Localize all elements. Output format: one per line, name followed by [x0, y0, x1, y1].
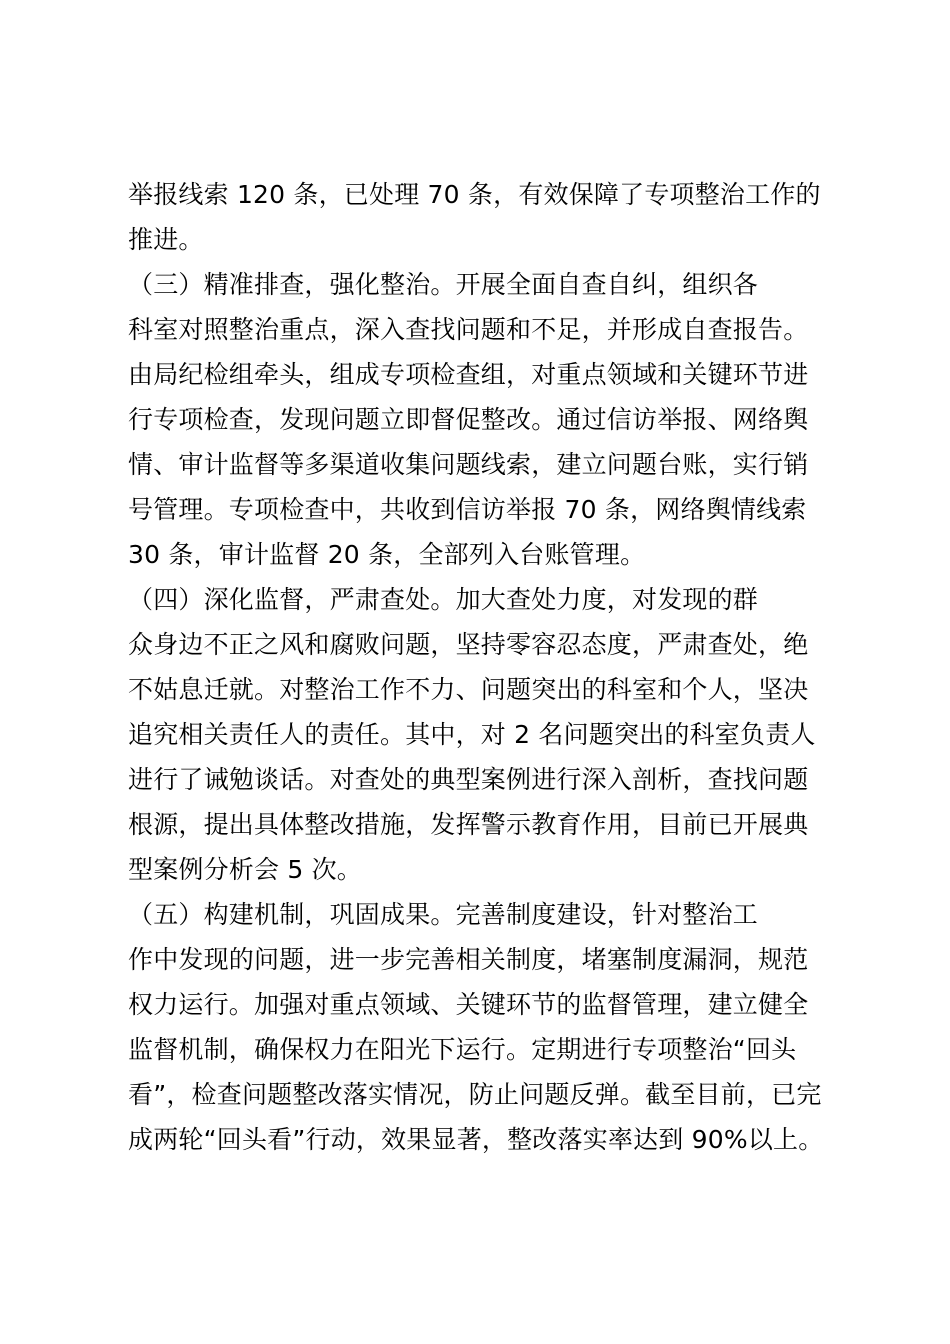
text-line: 成两轮“回头看”行动，效果显著，整改落实率达到 90%以上。	[128, 1125, 824, 1154]
text-line: 监督机制，确保权力在阳光下运行。定期进行专项整治“回头	[128, 1035, 797, 1064]
text-line: 行专项检查，发现问题立即督促整改。通过信访举报、网络舆	[128, 405, 809, 434]
text-line: 科室对照整治重点，深入查找问题和不足，并形成自查报告。	[128, 315, 809, 344]
text-line: 众身边不正之风和腐败问题，坚持零容忍态度，严肃查处，绝	[128, 630, 809, 659]
document-body	[128, 172, 834, 1162]
text-line: 由局纪检组牵头，组成专项检查组，对重点领域和关键环节进	[128, 360, 809, 389]
text-line: 进行了诫勉谈话。对查处的典型案例进行深入剖析，查找问题	[128, 765, 809, 794]
text-line: 号管理。专项检查中，共收到信访举报 70 条，网络舆情线索	[128, 495, 807, 524]
text-line: 根源，提出具体整改措施，发挥警示教育作用，目前已开展典	[128, 810, 809, 839]
text-line: 情、审计监督等多渠道收集问题线索，建立问题台账，实行销	[128, 450, 809, 479]
text-line: 权力运行。加强对重点领域、关键环节的监督管理，建立健全	[128, 990, 809, 1019]
text-line: 推进。	[128, 225, 204, 254]
text-line: 举报线索 120 条，已处理 70 条，有效保障了专项整治工作的	[128, 180, 821, 209]
section-5-heading-line: （五）构建机制，巩固成果。完善制度建设，针对整治工	[128, 900, 759, 929]
text-line: 30 条，审计监督 20 条，全部列入台账管理。	[128, 540, 646, 569]
text-line: 型案例分析会 5 次。	[128, 855, 363, 884]
text-line: 看”，检查问题整改落实情况，防止问题反弹。截至目前，已完	[128, 1080, 822, 1109]
section-4-heading-line: （四）深化监督，严肃查处。加大查处力度，对发现的群	[128, 585, 759, 614]
section-3-heading-line: （三）精准排查，强化整治。开展全面自查自纠，组织各	[128, 270, 759, 299]
text-line: 不姑息迁就。对整治工作不力、问题突出的科室和个人，坚决	[128, 675, 809, 704]
text-line: 作中发现的问题，进一步完善相关制度，堵塞制度漏洞，规范	[128, 945, 809, 974]
text-line: 追究相关责任人的责任。其中，对 2 名问题突出的科室负责人	[128, 720, 816, 749]
